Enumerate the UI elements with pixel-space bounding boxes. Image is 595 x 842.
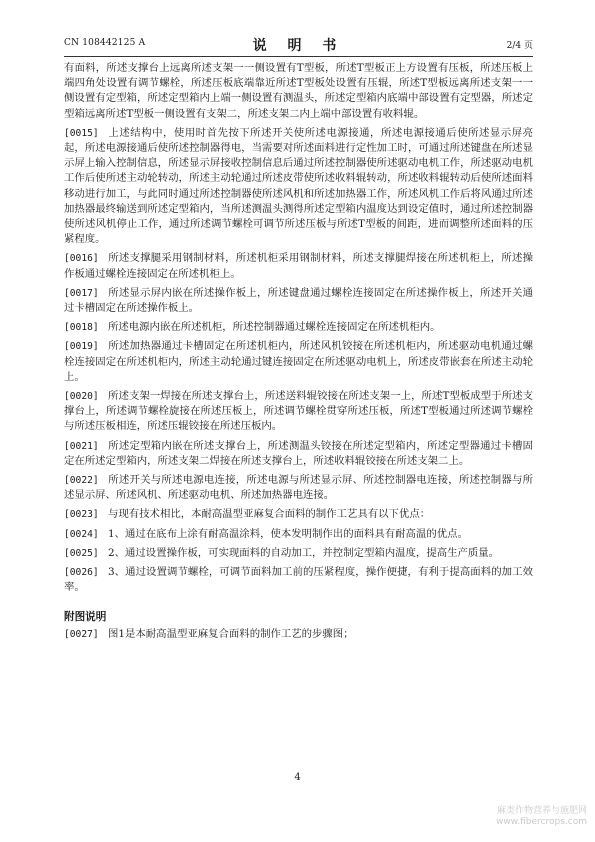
paragraph-number: [0017] <box>64 287 99 299</box>
paragraph-text: 2、通过设置操作板，可实现面料的自动加工，并控制定型箱内温度，提高生产质量。 <box>108 546 500 559</box>
paragraph-text: 所述开关与所述电源电连接，所述电源与所述显示屏、所述控制器电连接，所述控制器与所述显示屏、所述风机、所述驱动电机、所述加热器电连接。 <box>64 474 533 502</box>
paragraph-text: 与现有技术相比，本耐高温型亚麻复合面料的制作工艺具有以下优点： <box>108 508 431 521</box>
paragraph-text: 所述定型箱内嵌在所述支撑台上，所述测温头铰接在所述定型箱内，所述定型器通过卡槽固定在所述定型箱内，所述支架二焊接在所述支撑台上，所述收料辊铰接在所述支架二上。 <box>64 439 533 467</box>
paragraph-number: [0021] <box>64 440 99 452</box>
page-number: 4 <box>294 772 301 783</box>
paragraph-text: 图1是本耐高温型亚麻复合面料的制作工艺的步骤图； <box>108 627 354 640</box>
paragraph-text: 所述支撑腿采用钢制材料，所述机柜采用钢制材料，所述支撑腿焊接在所述机柜上，所述操作板通过螺栓连接固定在所述机柜上。 <box>64 252 533 280</box>
paragraph-text: 上述结构中，使用时首先按下所述开关使所述电源接通，所述电源接通后使所述显示屏亮起，所述电源接通后使所述控制器得电，当需要对所述面料进行定性加工时，可通过所述键盘在所述显示屏上输入控制信息，所述显示屏接收控制信息后通过所述控制器使所述驱动电机工作，所述驱动电机工作后使所述主动轮转动，所述主动轮通过所述皮带使所述收料辊转动，所述收料辊转动后使所述面料移动进行加工，与此同时通过所述控制器使所述风机和所述加热器工作，所述风机工作后将风通过所述加热器最终输送到所述定型箱内，当所述测温头测得所述定型箱内温度达到设定值时，通过所述控制器使所述风机停止工作，通过所述调节螺栓可调节所述压板与所述T型板的间距，进而调整所述面料的压紧程度。 <box>64 126 533 246</box>
paragraph-number: [0023] <box>64 509 99 521</box>
paragraph-number: [0020] <box>64 391 99 403</box>
patent-number: CN 108442125 A <box>64 38 146 48</box>
paragraph-text: 所述加热器通过卡槽固定在所述机柜内，所述风机铰接在所述机柜内，所述驱动电机通过螺栓连接固定在所述机柜内，所述主动轮通过键连接固定在所述驱动电机上，所述皮带嵌套在所述主动轮上。 <box>64 340 533 383</box>
site-watermark <box>496 806 587 828</box>
intro-paragraph: 有面料，所述支撑台上远离所述支架一一侧设置有T型板，所述T型板正上方设置有压板，所述压板上端四角处设置有调节螺栓，所述压板底端靠近所述T型板处设置有压辊，所述T型板远离所述支架一一侧设置有定型箱，所述定型箱内上端一侧设置有测温头，所述定型箱内底端中部设置有定型器，所述定型箱远离所述T型板一侧设置有支架二，所述支架二内上端中部设置有收料辊。 <box>64 62 533 120</box>
page-header <box>64 36 533 52</box>
paragraph-number: [0018] <box>64 322 99 334</box>
paragraph-0019 <box>64 339 533 385</box>
document-title: 说 明 书 <box>252 38 345 54</box>
page-of-indicator: 2/4 页 <box>506 41 533 51</box>
paragraph-0025 <box>64 546 533 561</box>
paragraph-number: [0016] <box>64 253 99 265</box>
paragraph-number: [0027] <box>64 628 99 640</box>
document-body <box>64 61 533 646</box>
paragraph-number: [0015] <box>64 127 99 139</box>
paragraph-text: 1、通过在底布上涂有耐高温涂料，使本发明制作出的面料具有耐高温的优点。 <box>108 527 468 540</box>
paragraph-number: [0022] <box>64 475 99 487</box>
paragraph-0020 <box>64 389 533 435</box>
paragraph-number: [0019] <box>64 341 99 353</box>
paragraph-text: 3、通过设置调节螺栓，可调节面料加工前的压紧程度，操作便捷，有利于提高面料的加工效率。 <box>64 566 533 594</box>
paragraph-number: [0026] <box>64 567 99 579</box>
header-rule <box>64 56 533 57</box>
paragraph-0027 <box>64 627 533 642</box>
paragraph-0018 <box>64 320 533 335</box>
paragraph-number: [0025] <box>64 547 99 559</box>
paragraph-0015 <box>64 126 533 248</box>
paragraph-0026 <box>64 565 533 595</box>
paragraph-text: 所述支架一焊接在所述支撑台上，所述送料辊铰接在所述支架一上，所述T型板成型于所述支撑台上，所述调节螺栓旋接在所述压板上，所述调节螺栓贯穿所述压板，所述T型板通过所述调节螺栓与所述压板相连，所述压辊铰接在所述压板内。 <box>64 390 533 433</box>
watermark-title: 麻类作物营养与施肥网 <box>496 806 587 816</box>
paragraph-0024 <box>64 527 533 542</box>
paragraph-0023 <box>64 507 533 522</box>
watermark-url: www.fibercrops.com <box>496 817 587 827</box>
paragraph-text: 所述显示屏内嵌在所述操作板上，所述键盘通过螺栓连接固定在所述操作板上，所述开关通过卡槽固定在所述操作板上。 <box>64 286 533 315</box>
paragraph-0017 <box>64 286 533 316</box>
paragraph-number: [0024] <box>64 528 99 540</box>
section-heading: 附图说明 <box>64 610 107 623</box>
paragraph-0016 <box>64 251 533 281</box>
paragraph-0021 <box>64 439 533 469</box>
paragraph-text: 所述电源内嵌在所述机柜，所述控制器通过螺栓连接固定在所述机柜内。 <box>108 321 441 334</box>
paragraph-0022 <box>64 473 533 503</box>
